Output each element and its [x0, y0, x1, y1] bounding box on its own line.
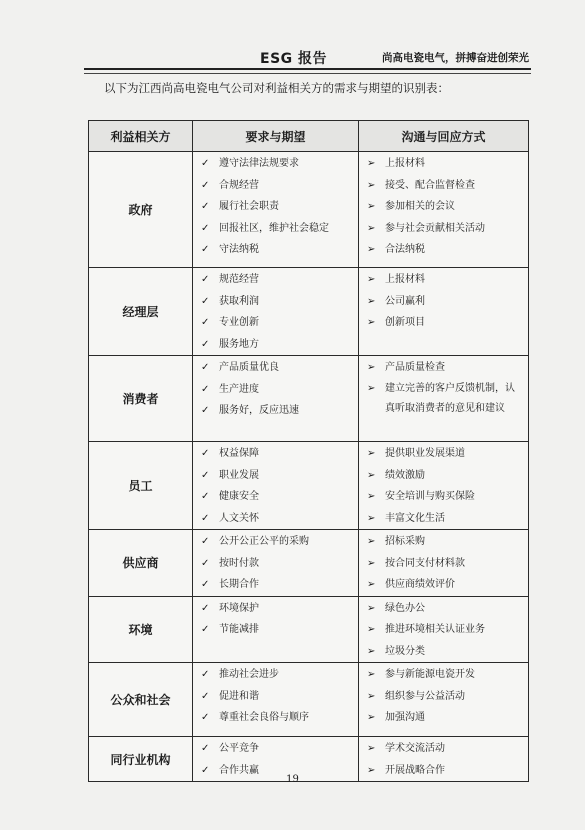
stakeholder-cell: 员工	[89, 442, 193, 530]
expectation-item	[193, 574, 358, 596]
response-item-text: 参与新能源电瓷开发	[385, 669, 475, 680]
expectation-item-text: 守法纳税	[219, 244, 259, 255]
expectations-list	[193, 597, 358, 641]
expectation-item-text: 合作共赢	[219, 764, 259, 776]
responses-list	[359, 356, 528, 419]
response-item	[359, 443, 528, 465]
column-header-expectations: 要求与期望	[193, 121, 359, 152]
expectation-item-text: 职业发展	[219, 469, 259, 481]
stakeholder-table	[88, 120, 529, 782]
header-rule-thin	[84, 73, 531, 74]
expectation-item-text: 服务好，反应迅速	[219, 405, 299, 416]
response-item-text: 公司赢利	[385, 295, 425, 307]
expectation-item-text: 节能减排	[219, 624, 259, 635]
response-item-text: 产品质量检查	[385, 362, 445, 373]
expectation-item-text: 按时付款	[219, 557, 259, 569]
arrow-bullet-icon: ➢	[367, 469, 376, 481]
check-icon: ✓	[201, 362, 210, 373]
expectation-item-text: 专业创新	[219, 317, 259, 328]
arrow-bullet-icon: ➢	[367, 579, 376, 590]
expectation-item-text: 环境保护	[219, 602, 259, 614]
response-item-text: 安全培训与购买保险	[385, 491, 475, 502]
responses-cell	[359, 268, 529, 356]
expectations-cell	[193, 442, 359, 530]
table-row	[89, 442, 529, 530]
check-icon: ✓	[201, 669, 210, 680]
response-item	[359, 574, 528, 596]
table-row	[89, 268, 529, 356]
response-item-text: 绿色办公	[385, 602, 425, 614]
arrow-bullet-icon: ➢	[367, 317, 376, 328]
header-rule-thick	[84, 68, 531, 70]
expectation-item	[193, 531, 358, 553]
expectations-list	[193, 268, 358, 355]
expectation-item-text: 健康安全	[219, 491, 259, 502]
response-item	[359, 291, 528, 313]
expectation-item-text: 履行社会职责	[219, 201, 279, 212]
response-item-text: 丰富文化生活	[385, 512, 445, 524]
check-icon: ✓	[201, 448, 210, 459]
arrow-bullet-icon: ➢	[367, 448, 376, 459]
expectations-list	[193, 442, 358, 529]
expectations-cell	[193, 268, 359, 356]
response-item-text: 供应商绩效评价	[385, 579, 455, 590]
arrow-bullet-icon: ➢	[367, 158, 376, 169]
arrow-bullet-icon: ➢	[367, 712, 376, 723]
page-number: 19	[286, 774, 299, 785]
stakeholder-cell: 经理层	[89, 268, 193, 356]
expectation-item	[193, 553, 358, 575]
response-item	[359, 738, 528, 760]
expectation-item-text: 公开公正公平的采购	[219, 536, 309, 547]
response-item	[359, 379, 528, 419]
responses-cell	[359, 152, 529, 268]
check-icon: ✓	[201, 338, 210, 350]
expectation-item	[193, 379, 358, 401]
response-item-text: 上报材料	[385, 274, 425, 285]
check-icon: ✓	[201, 158, 210, 169]
check-icon: ✓	[201, 743, 210, 754]
response-item-text: 上报材料	[385, 158, 425, 169]
check-icon: ✓	[201, 244, 210, 255]
expectation-item	[193, 465, 358, 487]
arrow-bullet-icon: ➢	[367, 690, 376, 702]
stakeholder-cell: 消费者	[89, 356, 193, 442]
arrow-bullet-icon: ➢	[367, 669, 376, 680]
response-item-text: 加强沟通	[385, 712, 425, 723]
table-body	[89, 152, 529, 782]
response-item	[359, 619, 528, 641]
expectation-item-text: 规范经营	[219, 274, 259, 285]
expectation-item	[193, 312, 358, 334]
expectation-item-text: 长期合作	[219, 579, 259, 590]
response-item-text: 绩效激励	[385, 469, 425, 481]
expectation-item	[193, 218, 358, 240]
stakeholder-cell: 公众和社会	[89, 663, 193, 737]
response-item-text: 招标采购	[385, 536, 425, 547]
expectation-item	[193, 707, 358, 729]
response-item	[359, 664, 528, 686]
arrow-bullet-icon: ➢	[367, 624, 376, 635]
check-icon: ✓	[201, 469, 210, 481]
response-item	[359, 312, 528, 334]
response-item	[359, 686, 528, 708]
response-item	[359, 175, 528, 197]
table-row	[89, 663, 529, 737]
arrow-bullet-icon: ➢	[367, 382, 376, 394]
responses-list	[359, 597, 528, 663]
expectations-cell	[193, 530, 359, 597]
expectation-item	[193, 291, 358, 313]
response-item-text: 学术交流活动	[385, 743, 445, 754]
expectation-item-text: 促进和谐	[219, 690, 259, 702]
response-item-text: 推进环境相关认证业务	[385, 624, 485, 635]
response-item-text: 创新项目	[385, 317, 425, 328]
response-item-text: 合法纳税	[385, 244, 425, 255]
expectation-item-text: 权益保障	[219, 448, 259, 459]
arrow-bullet-icon: ➢	[367, 295, 376, 307]
response-item-text: 组织参与公益活动	[385, 690, 465, 702]
expectations-list	[193, 663, 358, 729]
expectation-item-text: 产品质量优良	[219, 362, 279, 373]
arrow-bullet-icon: ➢	[367, 602, 376, 614]
stakeholder-cell: 环境	[89, 596, 193, 663]
expectation-item	[193, 486, 358, 508]
expectation-item-text: 获取利润	[219, 295, 259, 307]
responses-cell	[359, 530, 529, 597]
expectations-cell	[193, 152, 359, 268]
responses-list	[359, 268, 528, 334]
arrow-bullet-icon: ➢	[367, 244, 376, 255]
arrow-bullet-icon: ➢	[367, 512, 376, 524]
arrow-bullet-icon: ➢	[367, 536, 376, 547]
arrow-bullet-icon: ➢	[367, 201, 376, 212]
response-item	[359, 486, 528, 508]
arrow-bullet-icon: ➢	[367, 557, 376, 569]
expectations-list	[193, 356, 358, 422]
responses-cell	[359, 356, 529, 442]
response-item	[359, 553, 528, 575]
expectation-item	[193, 738, 358, 760]
expectations-cell	[193, 663, 359, 737]
responses-cell	[359, 442, 529, 530]
response-item	[359, 269, 528, 291]
arrow-bullet-icon: ➢	[367, 645, 376, 657]
responses-list	[359, 530, 528, 596]
responses-list	[359, 152, 528, 261]
column-header-responses: 沟通与回应方式	[359, 121, 529, 152]
responses-list	[359, 663, 528, 729]
expectation-item	[193, 153, 358, 175]
arrow-bullet-icon: ➢	[367, 362, 376, 373]
expectation-item-text: 尊重社会良俗与顺序	[219, 712, 309, 723]
table-header-row	[89, 121, 529, 152]
response-item	[359, 707, 528, 729]
check-icon: ✓	[201, 602, 210, 614]
check-icon: ✓	[201, 557, 210, 569]
check-icon: ✓	[201, 579, 210, 590]
response-item-text: 参加相关的会议	[385, 201, 455, 212]
stakeholder-cell: 供应商	[89, 530, 193, 597]
expectation-item	[193, 175, 358, 197]
header-slogan: 尚高电瓷电气，拼搏奋进创荣光	[382, 52, 529, 64]
arrow-bullet-icon: ➢	[367, 222, 376, 234]
expectation-item	[193, 357, 358, 379]
expectation-item-text: 回报社区，维护社会稳定	[219, 222, 329, 234]
check-icon: ✓	[201, 383, 210, 395]
expectation-item-text: 合规经营	[219, 179, 259, 191]
check-icon: ✓	[201, 536, 210, 547]
expectations-list	[193, 152, 358, 261]
expectations-list	[193, 530, 358, 596]
check-icon: ✓	[201, 712, 210, 723]
expectation-item-text: 推动社会进步	[219, 669, 279, 680]
response-item-text: 开展战略合作	[385, 764, 445, 776]
expectation-item-text: 服务地方	[219, 338, 259, 350]
expectation-item	[193, 619, 358, 641]
check-icon: ✓	[201, 491, 210, 502]
arrow-bullet-icon: ➢	[367, 764, 376, 776]
check-icon: ✓	[201, 179, 210, 191]
expectation-item-text: 人文关怀	[219, 512, 259, 524]
arrow-bullet-icon: ➢	[367, 743, 376, 754]
column-header-stakeholder: 利益相关方	[89, 121, 193, 152]
expectation-item	[193, 269, 358, 291]
response-item	[359, 641, 528, 663]
check-icon: ✓	[201, 201, 210, 212]
check-icon: ✓	[201, 222, 210, 234]
stakeholder-cell: 政府	[89, 152, 193, 268]
arrow-bullet-icon: ➢	[367, 179, 376, 191]
expectation-item	[193, 664, 358, 686]
expectations-cell	[193, 356, 359, 442]
table-row	[89, 596, 529, 663]
response-item-text: 垃圾分类	[385, 645, 425, 657]
response-item-text: 接受、配合监督检查	[385, 179, 475, 191]
expectations-cell	[193, 596, 359, 663]
stakeholder-cell: 同行业机构	[89, 737, 193, 782]
report-title: ESG 报告	[260, 51, 328, 67]
response-item-text: 提供职业发展渠道	[385, 448, 465, 459]
expectation-item-text: 遵守法律法规要求	[219, 158, 299, 169]
response-item	[359, 508, 528, 530]
responses-cell	[359, 663, 529, 737]
table-row	[89, 356, 529, 442]
response-item	[359, 239, 528, 261]
response-item	[359, 218, 528, 240]
check-icon: ✓	[201, 512, 210, 524]
expectation-item-text: 公平竞争	[219, 743, 259, 754]
responses-list	[359, 442, 528, 529]
check-icon: ✓	[201, 690, 210, 702]
check-icon: ✓	[201, 764, 210, 776]
table-row	[89, 152, 529, 268]
page-header	[84, 46, 531, 68]
response-item-text: 按合同支付材料款	[385, 557, 465, 569]
response-item	[359, 531, 528, 553]
response-item-text: 建立完善的客户反馈机制，认真听取消费者的意见和建议	[385, 382, 515, 414]
response-item-text: 参与社会贡献相关活动	[385, 222, 485, 234]
expectation-item	[193, 334, 358, 356]
check-icon: ✓	[201, 624, 210, 635]
response-item	[359, 153, 528, 175]
arrow-bullet-icon: ➢	[367, 274, 376, 285]
intro-paragraph: 以下为江西尚高电瓷电气公司对利益相关方的需求与期望的识别表：	[104, 81, 449, 95]
response-item	[359, 357, 528, 379]
expectation-item	[193, 686, 358, 708]
check-icon: ✓	[201, 405, 210, 416]
expectation-item	[193, 508, 358, 530]
expectation-item	[193, 400, 358, 422]
check-icon: ✓	[201, 317, 210, 328]
response-item	[359, 465, 528, 487]
response-item	[359, 196, 528, 218]
response-item	[359, 598, 528, 620]
check-icon: ✓	[201, 295, 210, 307]
expectation-item	[193, 196, 358, 218]
expectation-item-text: 生产进度	[219, 383, 259, 395]
table-row	[89, 530, 529, 597]
expectation-item	[193, 598, 358, 620]
check-icon: ✓	[201, 274, 210, 285]
expectation-item	[193, 443, 358, 465]
arrow-bullet-icon: ➢	[367, 491, 376, 502]
responses-cell	[359, 596, 529, 663]
expectation-item	[193, 239, 358, 261]
